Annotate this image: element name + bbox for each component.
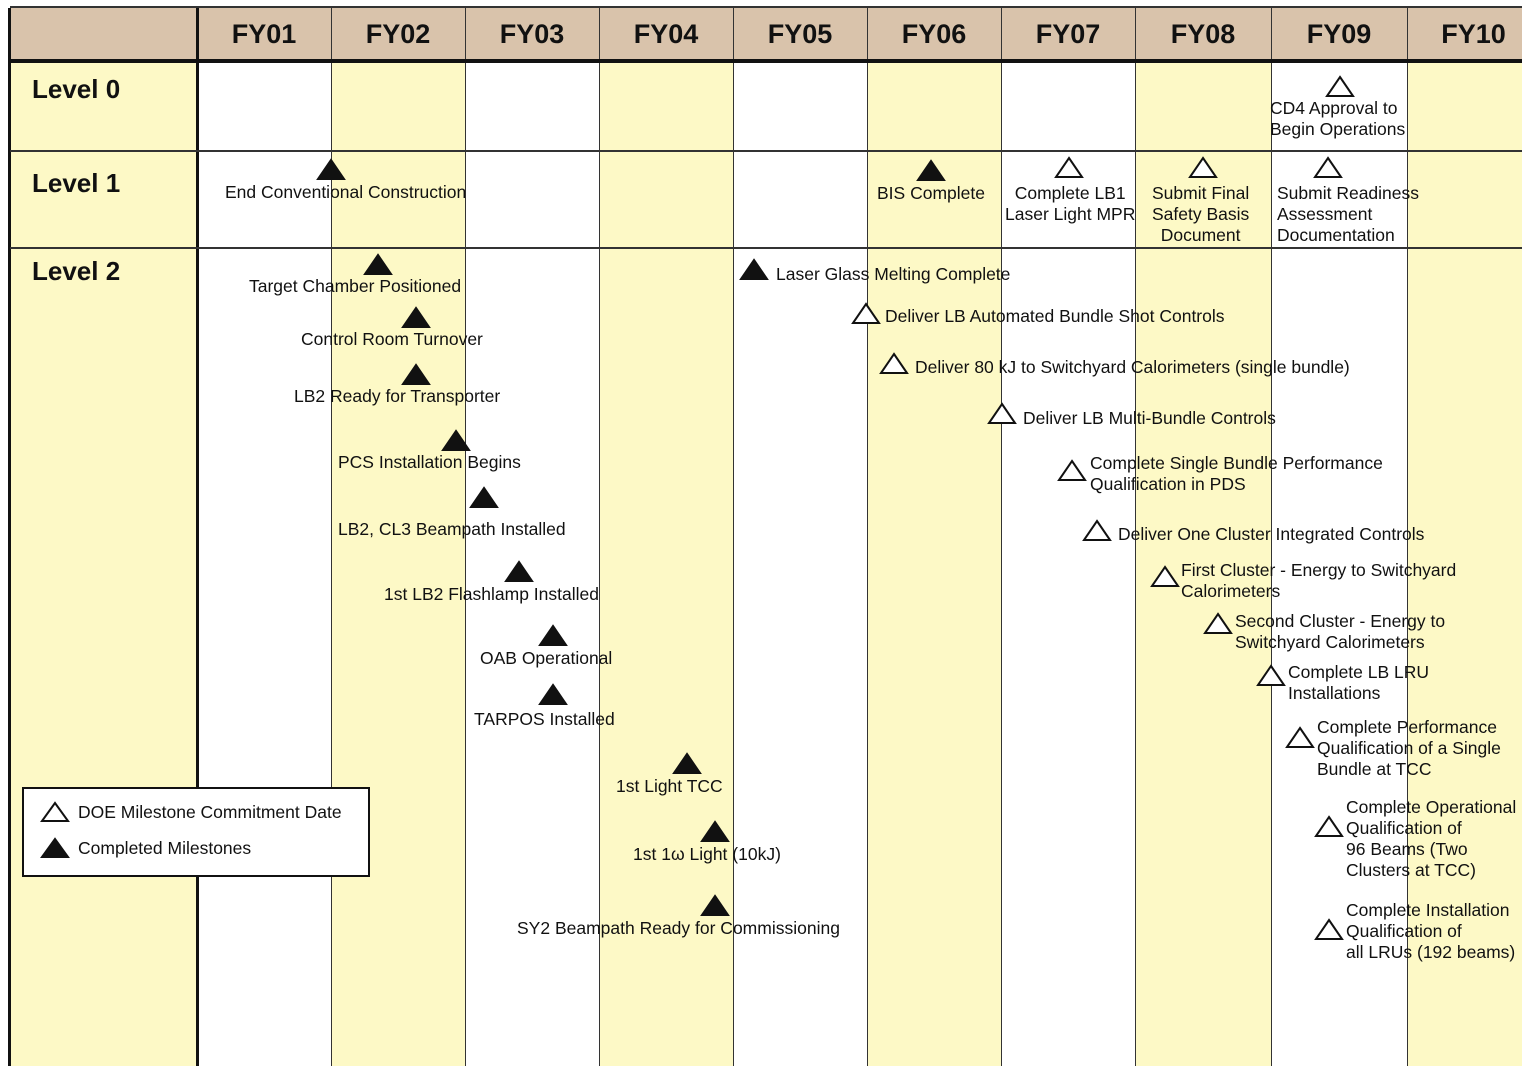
open-triangle-icon	[1285, 726, 1315, 750]
filled-triangle-icon	[739, 258, 769, 282]
filled-triangle-icon	[363, 253, 393, 277]
grid-year-divider	[599, 8, 600, 1066]
milestone-label: 1st LB2 Flashlamp Installed	[384, 584, 599, 604]
open-triangle-icon	[1314, 918, 1344, 942]
grid-label-divider	[196, 8, 199, 1066]
header-fy08: FY08	[1135, 8, 1271, 60]
milestone-label: Submit Final Safety Basis Document	[1152, 183, 1250, 245]
milestone-label: Laser Glass Melting Complete	[776, 264, 1011, 284]
header-fy05: FY05	[733, 8, 867, 60]
grid-year-divider	[1001, 8, 1002, 1066]
filled-triangle-icon	[700, 820, 730, 844]
open-triangle-icon	[1057, 459, 1087, 483]
milestone-label: Control Room Turnover	[301, 329, 483, 349]
filled-triangle-icon	[40, 837, 70, 859]
milestone-label: Complete Operational Qualification of 96 Beams (Two Clusters at TCC)	[1346, 797, 1517, 880]
filled-triangle-icon	[538, 624, 568, 648]
filled-triangle-icon	[504, 560, 534, 584]
header-fy10: FY10	[1407, 8, 1522, 60]
column-band-fy01	[197, 60, 331, 1066]
grid-top-border	[10, 6, 1522, 8]
filled-triangle-icon	[916, 159, 946, 183]
open-triangle-icon	[851, 302, 881, 326]
milestone-label: Deliver LB Multi-Bundle Controls	[1023, 408, 1276, 428]
grid-level-divider	[10, 247, 1522, 249]
header-fy02: FY02	[331, 8, 465, 60]
header-fy03: FY03	[465, 8, 599, 60]
milestone-label: CD4 Approval to Begin Operations	[1270, 98, 1406, 139]
open-triangle-icon	[1188, 156, 1218, 180]
milestone-label: LB2 Ready for Transporter	[294, 386, 501, 406]
open-triangle-icon	[1325, 75, 1355, 99]
milestone-label: TARPOS Installed	[474, 709, 615, 729]
open-triangle-icon	[1054, 156, 1084, 180]
milestone-label: Complete LB1 Laser Light MPR	[1005, 183, 1136, 224]
column-band-fy02	[331, 60, 465, 1066]
level-0-label: Level 0	[32, 74, 121, 104]
column-band-fy05	[733, 60, 867, 1066]
open-triangle-icon	[1313, 156, 1343, 180]
grid-year-divider	[867, 8, 868, 1066]
filled-triangle-icon	[316, 158, 346, 182]
filled-triangle-icon	[401, 306, 431, 330]
legend-filled-row	[40, 837, 251, 859]
open-triangle-icon	[1082, 519, 1112, 543]
milestone-label: Deliver 80 kJ to Switchyard Calorimeters (single bundle)	[915, 357, 1350, 377]
header-fy04: FY04	[599, 8, 733, 60]
milestone-label: Submit Readiness Assessment Documentation	[1277, 183, 1420, 245]
legend-open-label: DOE Milestone Commitment Date	[78, 801, 342, 822]
milestone-label: 1st 1ω Light (10kJ)	[633, 844, 781, 864]
header-fy01: FY01	[197, 8, 331, 60]
filled-triangle-icon	[401, 363, 431, 387]
milestone-label: Complete Performance Qualification of a Single Bundle at TCC	[1317, 717, 1501, 779]
milestone-label: BIS Complete	[877, 183, 985, 203]
header-fy06: FY06	[867, 8, 1001, 60]
open-triangle-icon	[1314, 815, 1344, 839]
milestone-label: Complete Single Bundle Performance Qualification in PDS	[1090, 453, 1383, 494]
grid-left-border	[8, 8, 11, 1066]
milestone-label: PCS Installation Begins	[338, 452, 521, 472]
level-2-label: Level 2	[32, 256, 121, 286]
milestone-label: Complete Installation Qualification of all LRUs (192 beams)	[1346, 900, 1516, 962]
open-triangle-icon	[40, 801, 70, 823]
open-triangle-icon	[1256, 664, 1286, 688]
milestone-label: 1st Light TCC	[616, 776, 723, 796]
milestone-label: LB2, CL3 Beampath Installed	[338, 519, 566, 539]
milestone-label: End Conventional Construction	[225, 182, 467, 202]
milestone-label: First Cluster - Energy to Switchyard Calorimeters	[1181, 560, 1457, 601]
open-triangle-icon	[987, 402, 1017, 426]
milestone-label: SY2 Beampath Ready for Commissioning	[517, 918, 840, 938]
grid-level-divider	[10, 150, 1522, 152]
grid-year-divider	[733, 8, 734, 1066]
column-band-fy06	[867, 60, 1001, 1066]
open-triangle-icon	[1150, 565, 1180, 589]
legend	[22, 787, 370, 877]
header-fy09: FY09	[1271, 8, 1407, 60]
header-corner	[10, 8, 197, 60]
filled-triangle-icon	[469, 486, 499, 510]
milestone-label: Deliver One Cluster Integrated Controls	[1118, 524, 1425, 544]
filled-triangle-icon	[672, 752, 702, 776]
filled-triangle-icon	[441, 429, 471, 453]
open-triangle-icon	[1203, 612, 1233, 636]
milestone-label: Target Chamber Positioned	[249, 276, 462, 296]
milestone-label: Deliver LB Automated Bundle Shot Controls	[885, 306, 1225, 326]
legend-open-row	[40, 801, 342, 823]
milestone-label: Complete LB LRU Installations	[1288, 662, 1430, 703]
header-fy07: FY07	[1001, 8, 1135, 60]
level-label-column	[10, 60, 197, 1066]
grid-header-divider	[10, 59, 1522, 63]
level-1-label: Level 1	[32, 168, 121, 198]
filled-triangle-icon	[700, 894, 730, 918]
filled-triangle-icon	[538, 683, 568, 707]
legend-filled-label: Completed Milestones	[78, 837, 252, 858]
milestone-label: OAB Operational	[480, 648, 613, 668]
open-triangle-icon	[879, 352, 909, 376]
milestone-label: Second Cluster - Energy to Switchyard Calorimeters	[1235, 611, 1446, 652]
